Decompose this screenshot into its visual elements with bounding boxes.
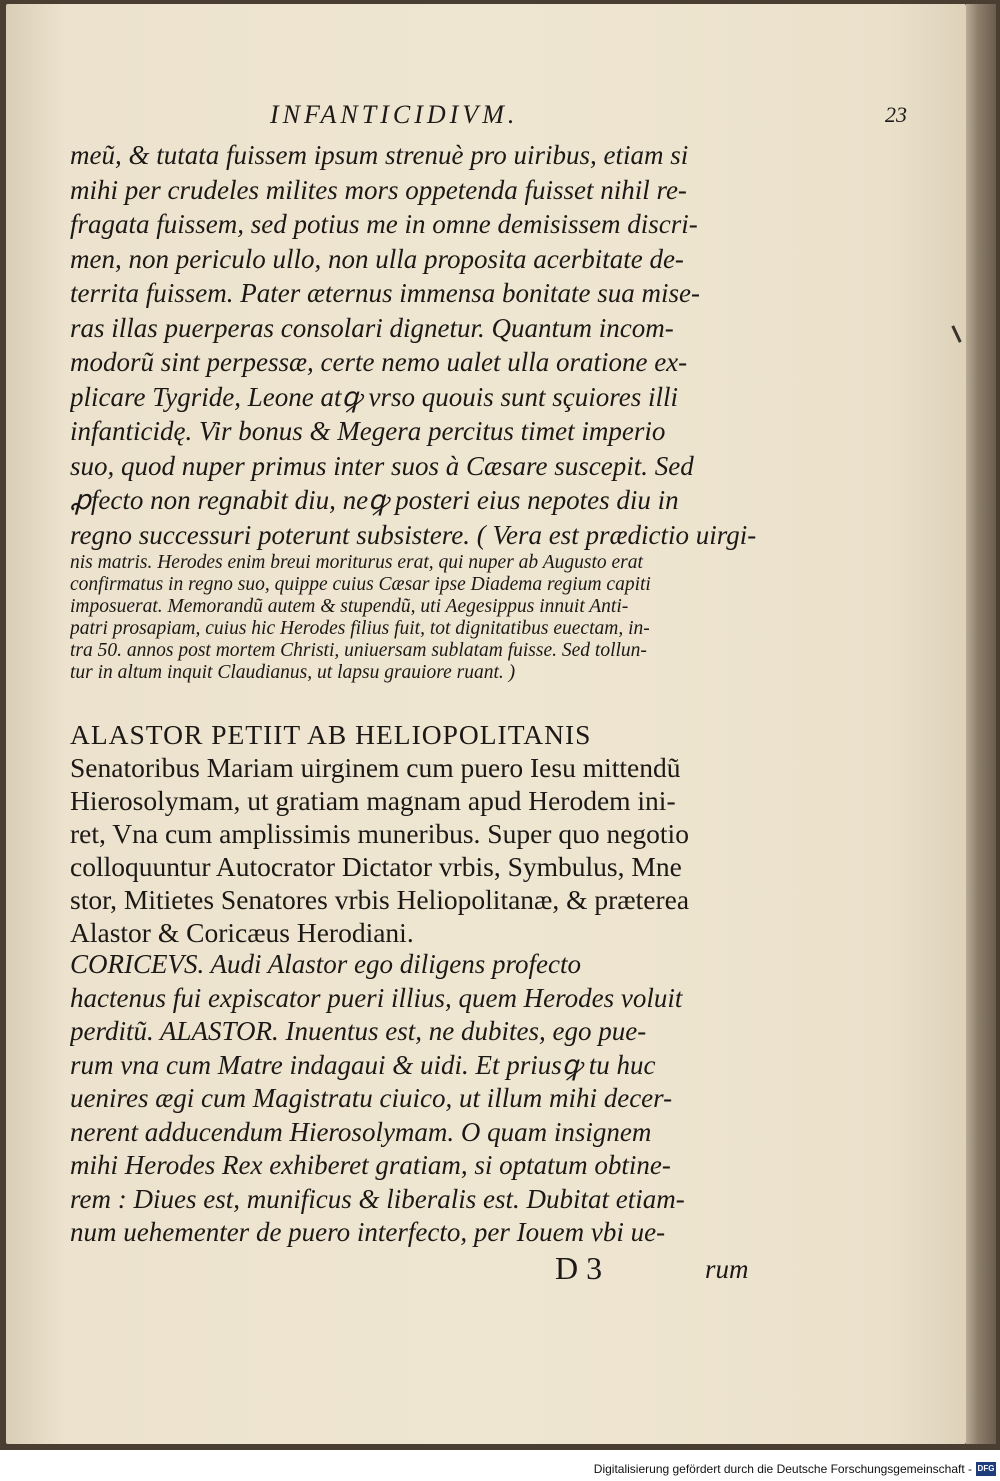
page-edge [966, 4, 996, 1444]
scene-title: ALASTOR PETIIT AB HELIOPOLITANIS [70, 719, 592, 750]
note-line: tur in altum inquit Claudianus, ut lapsu grauiore ruant. ) [70, 662, 516, 683]
dialogue-line: hactenus fui expiscator pueri illius, quem Herodes voluit [70, 982, 683, 1013]
note-line: tra 50. annos post mortem Christi, uniuersam sublatam fuisse. Sed tollun- [70, 640, 647, 661]
note-line: confirmatus in regno suo, quippe cuius Cæsar ipse Diadema regium capiti [70, 574, 651, 595]
page-header [0, 88, 1000, 128]
commentary-note [70, 552, 770, 684]
text-line: modorũ sint perpessæ, certe nemo ualet ulla oratione ex- [70, 347, 688, 377]
catchword: rum [705, 1254, 749, 1284]
dialogue-line: rem : Diues est, munificus & liberalis est. Dubitat etiam- [70, 1183, 685, 1214]
scene-line: stor, Mitietes Senatores vrbis Heliopolitanæ, & præterea [70, 884, 690, 915]
dfg-logo: DFG [976, 1462, 996, 1476]
text-line: meũ, & tutata fuissem ipsum strenuè pro uiribus, etiam si [70, 140, 689, 170]
credit-bar [0, 1459, 1000, 1481]
dialogue-line: rum vna cum Matre indagaui & uidi. Et priusꝙ tu huc [70, 1049, 656, 1080]
page-foot [0, 1250, 1000, 1290]
credit-text: Digitalisierung gefördert durch die Deutsche Forschungsgemeinschaft - [593, 1462, 972, 1476]
scene-line: ret, Vna cum amplissimis muneribus. Super quo negotio [70, 818, 689, 849]
text-line: ras illas puerperas consolari dignetur. Quantum incom- [70, 312, 674, 343]
scene-heading [70, 718, 770, 949]
note-line: imposuerat. Memorandũ autem & stupendũ, uti Aegesippus innuit Anti- [70, 596, 629, 617]
scene-line: Alastor & Coricæus Herodiani. [70, 917, 414, 948]
text-line: territa fuissem. Pater æternus immensa bonitate sua mise- [70, 278, 700, 308]
running-head: INFANTICIDIVM. [270, 100, 519, 129]
body-paragraph [70, 138, 770, 552]
dialogue-line: nerent adducendum Hierosolymam. O quam insignem [70, 1116, 652, 1147]
scene-line: Senatoribus Mariam uirginem cum puero Iesu mittendũ [70, 752, 681, 783]
text-line: suo, quod nuper primus inter suos à Cæsare suscepit. Sed [70, 450, 694, 481]
dialogue-line: uenires ægi cum Magistratu ciuico, ut illum mihi decer- [70, 1083, 673, 1113]
text-line: fragata fuissem, sed potius me in omne demisissem discri- [70, 209, 698, 239]
page-number: 23 [885, 102, 907, 127]
dialogue-line: CORICEVS. Audi Alastor ego diligens profecto [70, 949, 581, 979]
note-line: nis matris. Herodes enim breui moriturus erat, qui nuper ab Augusto erat [70, 552, 643, 573]
note-line: patri prosapiam, cuius hic Herodes filius fuit, tot dignitatibus euectam, in- [70, 618, 650, 639]
scene-line: colloquuntur Autocrator Dictator vrbis, Symbulus, Mne [70, 851, 682, 882]
dialogue [70, 948, 770, 1250]
text-line: regno successuri poterunt subsistere. ( Vera est prædictio uirgi- [70, 519, 757, 550]
dialogue-line: perditũ. ALASTOR. Inuentus est, ne dubites, ego pue- [70, 1016, 647, 1046]
text-line: ꝓfecto non regnabit diu, neꝙ posteri eius nepotes diu in [70, 485, 679, 515]
text-line: men, non periculo ullo, non ulla proposita acerbitate de- [70, 243, 684, 274]
dialogue-line: num uehementer de puero interfecto, per Iouem vbi ue- [70, 1217, 666, 1247]
scene-line: Hierosolymam, ut gratiam magnam apud Herodem ini- [70, 785, 676, 816]
signature-mark: D 3 [555, 1250, 603, 1286]
text-line: mihi per crudeles milites mors oppetenda fuisset nihil re- [70, 174, 687, 205]
text-line: plicare Tygride, Leone atꝙ vrso quouis sunt sçuiores illi [70, 381, 678, 412]
text-line: infanticidę. Vir bonus & Megera percitus timet imperio [70, 416, 666, 446]
dialogue-line: mihi Herodes Rex exhiberet gratiam, si optatum obtine- [70, 1150, 671, 1180]
